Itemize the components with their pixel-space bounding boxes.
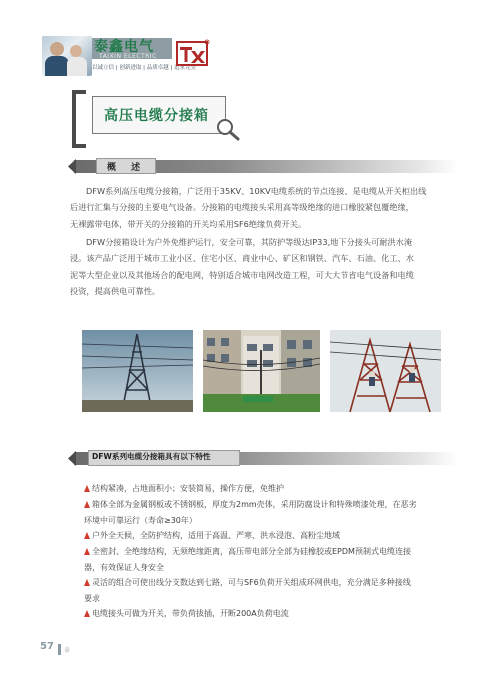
person-head-2 [70, 45, 82, 57]
page-title: 高压电缆分接箱 [104, 108, 209, 124]
overview-paragraph-2 [70, 234, 454, 299]
page-number-bar [58, 644, 61, 655]
photo-city-street [203, 330, 320, 412]
text-line: DFW分接箱设计为户外免维护运行，安全可靠，其防护等级达IP33,地下分接头可耐洪水淹 [86, 237, 413, 247]
brand-name: 泰鑫电气 [94, 39, 154, 55]
photo-linemen [330, 330, 441, 412]
section-title-overview: 概 述 [107, 163, 147, 173]
feature-text: 户外全天候，全防护结构，适用于高温、严寒、洪水浸泡、高粉尘地域 [92, 531, 340, 540]
feature-text: 全密封、全绝缘结构，无须绝缘距离，高压带电部分全部为硅橡胶或EPDM预制式电缆连接 [92, 547, 411, 556]
feature-text: 灵活的组合可使出线分支数达到七路，可与SF6负荷开关组成环网供电，充分满足多种接线 [92, 578, 411, 587]
feature-text: 环境中可靠运行（寿命≥30年） [84, 515, 197, 525]
title-bracket [72, 90, 86, 148]
text-line: 投资，提高供电可靠性。 [70, 285, 161, 296]
triangle-bullet-icon [84, 532, 90, 539]
brand-slogan: 以诚立信 | 创新进取 | 品质卓越 | 追求完美 [92, 65, 197, 71]
company-logo [176, 39, 210, 67]
feature-text: 电缆接头可做为开关，带负荷拔插，开断200A负荷电流 [92, 609, 289, 618]
feature-item [84, 544, 454, 575]
page-number: 57 [40, 641, 54, 652]
text-line: 泥等大型企业以及其他场合的配电网，特别适合城市电网改造工程，可大大节省电气设备和电缆 [70, 269, 414, 280]
feature-item [84, 481, 454, 497]
footer-mark: 泰 [64, 647, 71, 654]
feature-text: 要求 [84, 593, 100, 603]
person-head [50, 42, 64, 56]
triangle-bullet-icon [84, 579, 90, 586]
triangle-bullet-icon [84, 501, 90, 508]
feature-item [84, 497, 454, 528]
feature-text: 箱体全部为金属钢板或不锈钢板，厚度为2mm壳体，采用防腐设计和特殊喷漆处理，在恶劣 [92, 500, 417, 509]
text-line: 浸。该产品广泛用于城市工业小区、住宅小区、商业中心、矿区和钢铁、汽车、石油、化工、水 [70, 253, 414, 264]
chevron-left-icon [66, 451, 78, 466]
overview-paragraph-1 [70, 183, 454, 232]
magnifier-icon [215, 117, 241, 141]
triangle-bullet-icon [84, 485, 90, 492]
feature-text: 器，有效保证人身安全 [84, 562, 164, 572]
header-photo [42, 36, 92, 76]
text-line: 后进行汇集与分接的主要电气设备。分接箱的电缆接头采用高等级绝缘的进口橡胶紧包覆绝缘， [70, 202, 414, 213]
triangle-bullet-icon [84, 548, 90, 555]
person-body [45, 56, 69, 76]
text-line: 无裸露带电体，带开关的分接箱的开关均采用SF6绝缘负荷开关。 [70, 218, 307, 229]
person-body-2 [67, 57, 87, 76]
text-line: DFW系列高压电缆分接箱，广泛用于35KV、10KV电缆系统的节点连接、是电缆从开关柜出线 [86, 186, 427, 196]
photo-transmission-tower [82, 330, 193, 412]
feature-item [84, 575, 454, 606]
feature-item [84, 606, 454, 622]
section-title-features: DFW系列电缆分接箱具有以下特性 [92, 452, 211, 461]
feature-text: 结构紧凑，占地面积小；安装简易，操作方便，免维护 [92, 484, 284, 493]
brand-name-en: TAIXIN ELECTRIC [99, 53, 157, 60]
triangle-bullet-icon [84, 610, 90, 617]
chevron-left-icon [66, 159, 78, 174]
feature-item [84, 528, 454, 544]
